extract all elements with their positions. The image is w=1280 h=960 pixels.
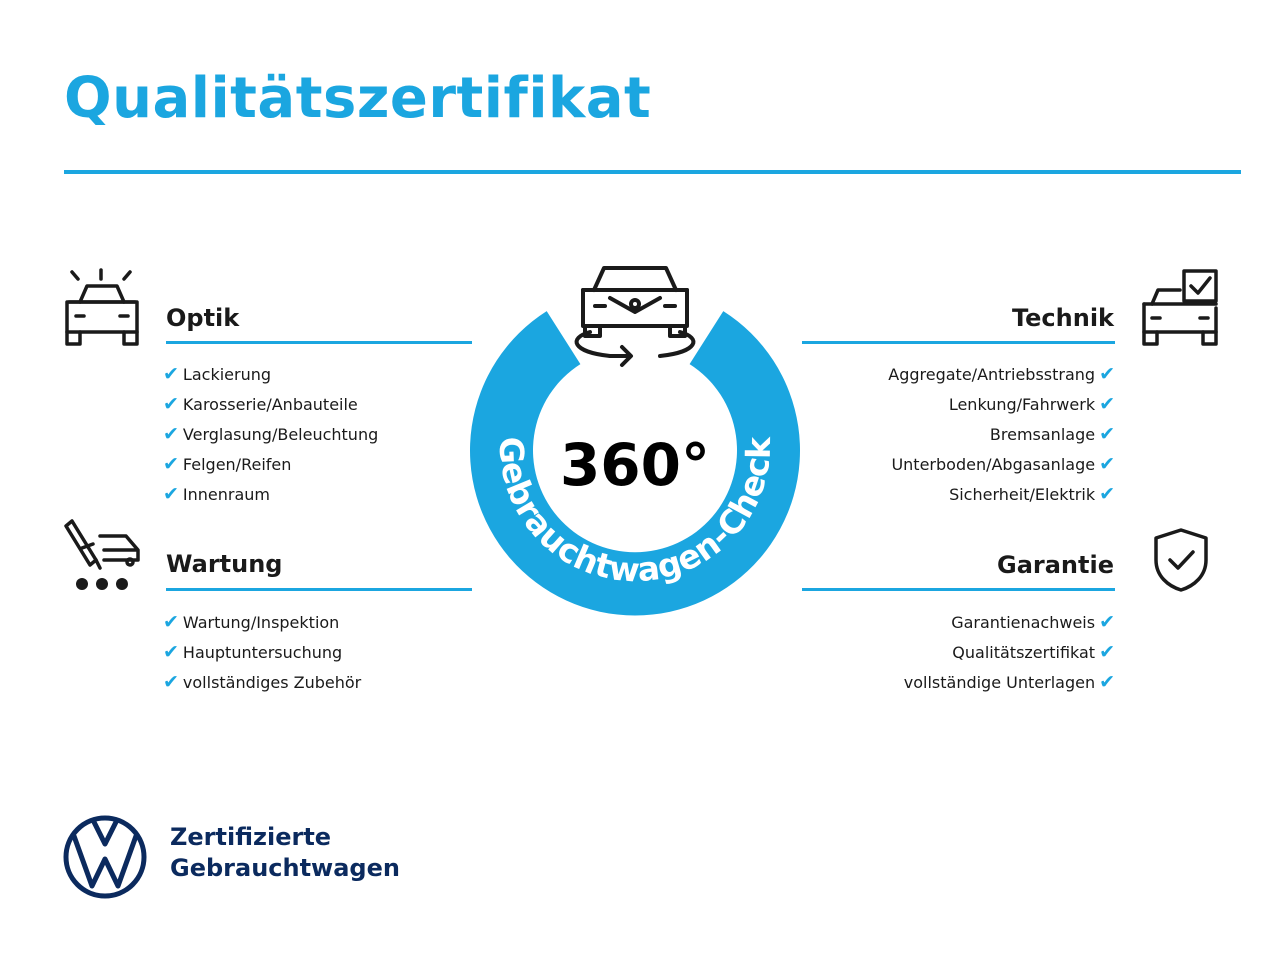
section-title-technik: Technik [1011, 304, 1114, 332]
optik-list [163, 359, 378, 509]
list-item [163, 607, 361, 637]
car-checklist-icon [1138, 266, 1222, 350]
badge-number: 360° [559, 431, 711, 499]
list-item-label: Felgen/Reifen [182, 455, 292, 474]
list-item [888, 389, 1115, 419]
list-item [904, 667, 1115, 697]
technik-list [888, 359, 1115, 509]
list-item-label: Verglasung/Beleuchtung [182, 425, 379, 444]
garantie-list [904, 607, 1115, 697]
list-item-label: Bremsanlage [989, 425, 1096, 444]
list-item-label: vollständiges Zubehör [182, 673, 362, 692]
section-title-optik: Optik [166, 304, 240, 332]
check-icon: ✔ [1099, 393, 1115, 415]
list-item [888, 419, 1115, 449]
brand-line-1: Zertifizierte [170, 823, 332, 851]
page-title: Qualitätszertifikat [64, 66, 652, 131]
list-item [163, 359, 378, 389]
section-rule-optik [166, 341, 472, 344]
check-icon: ✔ [1099, 671, 1115, 693]
list-item [163, 667, 361, 697]
list-item-label: Wartung/Inspektion [182, 613, 340, 632]
brand-line-2: Gebrauchtwagen [170, 854, 400, 882]
list-item-label: Karosserie/Anbauteile [182, 395, 358, 414]
list-item-label: Sicherheit/Elektrik [949, 485, 1096, 504]
check-icon: ✔ [163, 611, 179, 633]
list-item-label: Unterboden/Abgasanlage [891, 455, 1096, 474]
list-item [904, 637, 1115, 667]
section-rule-garantie [802, 588, 1115, 591]
check-icon: ✔ [163, 393, 179, 415]
check-icon: ✔ [1099, 641, 1115, 663]
check-icon: ✔ [1099, 453, 1115, 475]
section-rule-wartung [166, 588, 472, 591]
check-icon: ✔ [163, 671, 179, 693]
section-title-garantie: Garantie [997, 551, 1114, 579]
check-icon: ✔ [1099, 611, 1115, 633]
list-item [888, 359, 1115, 389]
list-item-label: Aggregate/Antriebsstrang [888, 365, 1096, 384]
list-item [163, 637, 361, 667]
title-divider [64, 170, 1241, 174]
wartung-list [163, 607, 361, 697]
service-tools-icon [60, 518, 146, 594]
car-rotate-360-icon [577, 268, 694, 365]
vw-logo [62, 814, 148, 900]
list-item-label: vollständige Unterlagen [903, 673, 1096, 692]
list-item-label: Garantienachweis [951, 613, 1096, 632]
check-360-badge [460, 250, 810, 630]
list-item-label: Lackierung [182, 365, 272, 384]
section-rule-technik [802, 341, 1115, 344]
section-title-wartung: Wartung [166, 550, 283, 578]
badge-arc-text: Gebrauchtwagen-Check [491, 436, 779, 590]
shield-check-icon [1150, 526, 1212, 594]
list-item-label: Lenkung/Fahrwerk [948, 395, 1096, 414]
check-icon: ✔ [1099, 363, 1115, 385]
check-icon: ✔ [1099, 423, 1115, 445]
list-item-label: Innenraum [182, 485, 271, 504]
brand-tagline [170, 822, 400, 884]
check-icon: ✔ [163, 423, 179, 445]
list-item-label: Qualitätszertifikat [952, 643, 1096, 662]
list-item [904, 607, 1115, 637]
check-icon: ✔ [1099, 483, 1115, 505]
list-item [163, 389, 378, 419]
check-icon: ✔ [163, 483, 179, 505]
list-item [888, 449, 1115, 479]
list-item [163, 419, 378, 449]
check-icon: ✔ [163, 453, 179, 475]
list-item [163, 479, 378, 509]
list-item [888, 479, 1115, 509]
list-item-label: Hauptuntersuchung [182, 643, 343, 662]
list-item [163, 449, 378, 479]
car-shine-icon [60, 266, 144, 350]
check-icon: ✔ [163, 363, 179, 385]
check-icon: ✔ [163, 641, 179, 663]
